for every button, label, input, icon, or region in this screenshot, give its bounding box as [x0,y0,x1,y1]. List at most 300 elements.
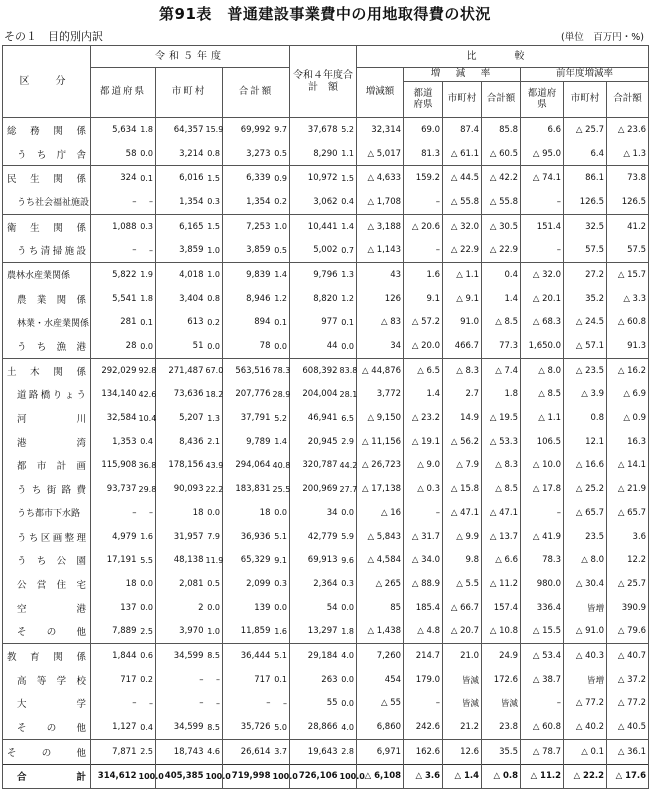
cell-pm: △ 0.1 [564,739,607,764]
cell-diff: 3,772 [357,383,404,407]
cell-r4-pct: 44.2 [340,454,357,478]
cell-diff: △ 83 [357,311,404,335]
cell-rm: 皆減 [443,668,482,692]
cell-muni: 90,093 [173,484,204,495]
cell-r4: 608,392 [290,358,340,382]
cell-pref: 58 [125,148,137,159]
cell-pm: △ 16.6 [564,454,607,478]
cell-pm: △ 77.2 [564,692,607,716]
table-row [3,358,649,382]
cell-r4: 19,643 [290,739,340,764]
cell-rp: 242.6 [404,715,443,739]
cell-pref: 5,634 [91,118,139,142]
cell-total: 36,444 [223,644,273,668]
cell-total: 3,859 [246,245,271,256]
row-label: 港湾 [3,430,91,454]
cell-pp: – [521,692,564,716]
header-change-rate: 増 減 率 [404,68,521,82]
cell-pref-pct: 0.1 [139,166,156,190]
cell-pp: △ 78.7 [521,739,564,764]
cell-r4: 29,184 [290,644,340,668]
cell-r4-pct: 27.7 [340,477,357,501]
cell-pref-pct: – [139,190,156,214]
cell-total-pct: 0.5 [273,238,290,262]
cell-total: 35,726 [240,722,271,733]
cell-rm: 466.7 [443,334,482,358]
cell-pt: △ 21.9 [607,477,649,501]
row-label: うち区画整理 [3,525,91,549]
cell-muni-pct: 100.0 [206,764,223,789]
cell-muni: 6,016 [156,166,206,190]
cell-muni-pct: 0.2 [206,311,223,335]
cell-r4-pct: 0.0 [340,334,357,358]
table-row [3,644,649,668]
cell-pt: △ 14.1 [607,454,649,478]
cell-pt: △ 65.7 [607,501,649,525]
cell-r4: 55 [326,698,338,709]
cell-rt: 157.4 [482,596,521,620]
cell-pp: △ 8.0 [521,358,564,382]
cell-muni-pct: – [206,668,223,692]
cell-rp: △ 20.0 [404,334,443,358]
cell-pref-pct: 0.3 [139,214,156,238]
cell-pp: △ 60.8 [521,715,564,739]
cell-total: 207,776 [235,389,271,400]
cell-total-pct: – [273,692,290,716]
cell-total-pct: 0.2 [273,190,290,214]
cell-total-pct: 1.4 [273,263,290,287]
cell-total: 1,354 [246,196,271,207]
row-label: 河川 [3,406,91,430]
cell-pp: 1,650.0 [521,334,564,358]
cell-rm: 9.8 [443,548,482,572]
table-row [3,214,649,238]
cell-r4: 2,364 [313,578,338,589]
cell-pm: 126.5 [564,190,607,214]
row-label: 教育関係 [3,644,91,668]
cell-diff: 43 [357,263,404,287]
cell-pp: △ 74.1 [521,166,564,190]
cell-r4-pct: 1.3 [340,263,357,287]
cell-muni: 18 [192,507,204,518]
table-row [3,764,649,789]
cell-pm: 32.5 [564,214,607,238]
cell-total: 9,789 [246,436,271,447]
cell-pp: 151.4 [521,214,564,238]
cell-pref-pct: 0.0 [139,572,156,596]
header-reiwa5: 令和５年度 [91,46,290,68]
cell-rp: 81.3 [404,142,443,166]
cell-r4: 34 [326,507,338,518]
cell-total: 183,831 [235,484,271,495]
cell-r4-pct: 0.0 [340,692,357,716]
row-label: うち街路費 [3,477,91,501]
cell-muni: 271,487 [156,358,206,382]
cell-pref: 1,127 [112,722,137,733]
cell-muni: 2 [198,602,204,613]
row-label: 農林水産業関係 [3,263,91,287]
cell-total-pct: 9.1 [273,548,290,572]
cell-rt: △ 30.5 [482,214,521,238]
cell-rp: △ 57.2 [404,311,443,335]
cell-rp: 1.6 [404,263,443,287]
cell-r4: 13,297 [307,626,338,637]
cell-pp: △ 38.7 [521,668,564,692]
cell-r4: 10,441 [290,214,340,238]
cell-pm: △ 91.0 [564,619,607,643]
cell-muni: 3,859 [179,245,204,256]
cell-pt: △ 6.9 [607,383,649,407]
cell-rp: △ 34.0 [404,548,443,572]
cell-pref: 281 [120,317,137,328]
cell-diff: 6,971 [357,739,404,764]
cell-r4: 726,106 [290,764,340,789]
cell-rt: △ 7.4 [482,358,521,382]
cell-pref: – [132,507,137,518]
cell-r4-pct: 5.9 [340,525,357,549]
cell-pref-pct: 29.8 [139,477,156,501]
cell-rm: △ 20.7 [443,619,482,643]
cell-pp: △ 53.4 [521,644,564,668]
cell-rm: △ 55.8 [443,190,482,214]
cell-total-pct: 1.2 [273,287,290,311]
cell-pp: 336.4 [521,596,564,620]
cell-pp: 78.3 [521,548,564,572]
header-rate-pref-text: 都道府県 [413,87,433,110]
cell-diff: △ 17,138 [357,477,404,501]
header-category: 区 分 [3,46,91,118]
cell-diff: △ 55 [357,692,404,716]
cell-r4-pct: 4.0 [340,715,357,739]
cell-pref: 93,737 [106,484,137,495]
table-row [3,739,649,764]
cell-pm: △ 65.7 [564,501,607,525]
cell-pt: 12.2 [607,548,649,572]
cell-rp: 1.4 [404,383,443,407]
cell-rt: △ 47.1 [482,501,521,525]
cell-muni-pct: 0.8 [206,287,223,311]
row-label: 総務関係 [3,118,91,142]
cell-pref-pct: 0.4 [139,430,156,454]
cell-total: 18 [259,507,271,518]
row-label: 大学 [3,692,91,716]
cell-pm: 23.5 [564,525,607,549]
cell-r4-pct: 0.4 [340,190,357,214]
row-label: うち漁港 [3,334,91,358]
cell-pp: △ 1.1 [521,406,564,430]
cell-rt: △ 60.5 [482,142,521,166]
cell-rm: △ 22.9 [443,238,482,262]
cell-rm: △ 66.7 [443,596,482,620]
cell-rp: – [404,692,443,716]
cell-pp: △ 32.0 [521,263,564,287]
cell-r4: 977 [321,317,338,328]
cell-diff: 7,260 [357,644,404,668]
cell-muni: 5,207 [179,413,204,424]
cell-diff: △ 26,723 [357,454,404,478]
cell-rm: △ 9.1 [443,287,482,311]
cell-total: 719,998 [223,764,273,789]
cell-pref-pct: 1.8 [139,118,156,142]
cell-pt: 57.5 [607,238,649,262]
cell-pref-pct: 2.5 [139,619,156,643]
cell-diff: △ 5,017 [357,142,404,166]
cell-r4: 8,820 [313,293,338,304]
cell-r4: 54 [326,602,338,613]
cell-r4-pct: 9.6 [340,548,357,572]
row-label: 衛生関係 [3,214,91,238]
cell-pt: △ 3.3 [607,287,649,311]
cell-total-pct: 1.0 [273,214,290,238]
row-label: その他 [3,619,91,643]
cell-pt: △ 36.1 [607,739,649,764]
cell-rm: 2.7 [443,383,482,407]
row-label: 民生関係 [3,166,91,190]
cell-total-pct: 0.5 [273,142,290,166]
cell-muni-pct: 1.5 [206,166,223,190]
cell-rp: – [404,190,443,214]
cell-muni-pct: 67.0 [206,358,223,382]
cell-diff: △ 16 [357,501,404,525]
cell-pref-pct: 1.8 [139,287,156,311]
cell-total-pct: 0.3 [273,572,290,596]
cell-pp: △ 41.9 [521,525,564,549]
land-acquisition-table [2,45,649,789]
cell-r4-pct: 2.9 [340,430,357,454]
cell-total-pct: 0.9 [273,166,290,190]
cell-r4-pct: 4.0 [340,644,357,668]
cell-rp: △ 3.6 [404,764,443,789]
cell-pp: △ 8.5 [521,383,564,407]
cell-rt: △ 11.2 [482,572,521,596]
cell-r4: 44 [326,341,338,352]
cell-r4: 37,678 [290,118,340,142]
cell-rm: 14.9 [443,406,482,430]
cell-pref: 7,889 [112,626,137,637]
cell-muni-pct: 0.5 [206,572,223,596]
cell-muni-pct: 8.5 [206,715,223,739]
cell-rt: 皆減 [482,692,521,716]
header-rate-muni: 市町村 [443,82,482,118]
cell-pm: 57.5 [564,238,607,262]
table-title: 第91表 普通建設事業費中の用地取得費の状況 [159,5,491,23]
cell-pt: △ 17.6 [607,764,649,789]
cell-pref-pct: 10.4 [139,406,156,430]
cell-r4-pct: 1.2 [340,287,357,311]
table-row [3,406,649,430]
cell-diff: △ 11,156 [357,430,404,454]
cell-muni: 8,436 [179,436,204,447]
cell-total-pct: 100.0 [273,764,290,789]
cell-pm: △ 3.9 [564,383,607,407]
cell-r4-pct: 1.5 [340,166,357,190]
row-label: 都市計画 [3,454,91,478]
cell-pm: △ 22.2 [564,764,607,789]
cell-r4-pct: 1.4 [340,214,357,238]
cell-pref: 32,584 [106,413,137,424]
cell-rp: 9.1 [404,287,443,311]
cell-r4: 263 [321,674,338,685]
cell-rp: △ 6.5 [404,358,443,382]
cell-muni-pct: 0.0 [206,334,223,358]
cell-pt: 16.3 [607,430,649,454]
cell-rp: – [404,501,443,525]
cell-rm: △ 44.5 [443,166,482,190]
cell-pm: △ 25.7 [564,118,607,142]
cell-pref-pct: 0.0 [139,334,156,358]
cell-pt: △ 23.6 [607,118,649,142]
cell-rt: 1.8 [482,383,521,407]
row-label: その他 [3,739,91,764]
cell-r4-pct: 0.7 [340,238,357,262]
cell-muni: 48,138 [173,555,204,566]
cell-total: 294,064 [235,460,271,471]
table-row [3,525,649,549]
cell-pref: – [132,245,137,256]
table-row [3,118,649,142]
cell-pref: 7,871 [91,739,139,764]
cell-pt: △ 79.6 [607,619,649,643]
cell-total: 11,859 [240,626,271,637]
cell-total-pct: 5.1 [273,525,290,549]
header-prev-pref [521,82,564,118]
cell-rp: 162.6 [404,739,443,764]
table-row [3,383,649,407]
table-row [3,454,649,478]
cell-r4: 42,779 [307,531,338,542]
cell-pt: △ 40.7 [607,644,649,668]
header-rate-total: 合計額 [482,82,521,118]
cell-rt: △ 19.5 [482,406,521,430]
cell-pref-pct: – [139,238,156,262]
cell-pp: △ 17.8 [521,477,564,501]
cell-muni: 3,970 [179,626,204,637]
cell-total: 8,946 [246,293,271,304]
cell-pt: 41.2 [607,214,649,238]
cell-muni-pct: 1.3 [206,406,223,430]
cell-diff: △ 265 [357,572,404,596]
cell-rm: △ 8.3 [443,358,482,382]
cell-pref-pct: 0.4 [139,715,156,739]
cell-pref: 17,191 [106,555,137,566]
cell-muni: 31,957 [173,531,204,542]
cell-pref: 5,822 [91,263,139,287]
cell-muni-pct: 0.8 [206,142,223,166]
cell-muni-pct: 15.9 [206,118,223,142]
cell-r4-pct: 1.1 [340,142,357,166]
cell-diff: △ 1,708 [357,190,404,214]
cell-rm: △ 47.1 [443,501,482,525]
cell-total: 3,273 [246,148,271,159]
table-row [3,263,649,287]
cell-pt: 3.6 [607,525,649,549]
row-label: うち都市下水路 [3,501,91,525]
table-body [3,118,649,789]
cell-r4: 28,866 [307,722,338,733]
cell-pt: △ 0.9 [607,406,649,430]
cell-total: 7,253 [223,214,273,238]
cell-rm: △ 1.4 [443,764,482,789]
cell-rt: △ 10.8 [482,619,521,643]
cell-pref-pct: 0.1 [139,311,156,335]
cell-muni: 4,018 [156,263,206,287]
cell-rp: △ 4.8 [404,619,443,643]
cell-pp: △ 11.2 [521,764,564,789]
cell-pm: 皆増 [564,596,607,620]
table-row [3,430,649,454]
cell-total: 65,329 [240,555,271,566]
cell-muni: 3,404 [179,293,204,304]
table-row [3,142,649,166]
cell-rp: △ 88.9 [404,572,443,596]
cell-muni: 2,081 [179,578,204,589]
cell-rm: △ 56.2 [443,430,482,454]
cell-pref-pct: 0.0 [139,142,156,166]
cell-rp: △ 0.3 [404,477,443,501]
cell-pm: 皆増 [564,668,607,692]
cell-total-pct: 78.3 [273,358,290,382]
cell-rt: 77.3 [482,334,521,358]
cell-diff: 454 [357,668,404,692]
cell-total-pct: 40.8 [273,454,290,478]
cell-pref: 5,541 [112,293,137,304]
cell-pm: 6.4 [564,142,607,166]
cell-pp: – [521,238,564,262]
row-label: 合計 [3,764,91,789]
cell-r4-pct: 5.2 [340,118,357,142]
cell-pt: △ 77.2 [607,692,649,716]
cell-pp: △ 95.0 [521,142,564,166]
cell-pref: 717 [120,674,137,685]
cell-diff: △ 6,108 [357,764,404,789]
cell-pref-pct: 5.5 [139,548,156,572]
cell-pp: △ 15.5 [521,619,564,643]
cell-r4: 3,062 [313,196,338,207]
cell-muni-pct: 7.9 [206,525,223,549]
table-row [3,477,649,501]
cell-muni: 1,354 [179,196,204,207]
cell-pref: 1,844 [91,644,139,668]
row-label: 農業関係 [3,287,91,311]
table-row [3,190,649,214]
cell-muni-pct: 11.9 [206,548,223,572]
header-prefecture: 都道府県 [91,68,156,118]
cell-total-pct: 3.7 [273,739,290,764]
cell-total: 139 [254,602,271,613]
cell-muni-pct: 1.0 [206,263,223,287]
cell-diff: △ 1,438 [357,619,404,643]
cell-pref: 4,979 [112,531,137,542]
table-row [3,596,649,620]
cell-muni-pct: 8.5 [206,644,223,668]
cell-total: 26,614 [223,739,273,764]
cell-rp: 179.0 [404,668,443,692]
cell-r4-pct: 0.0 [340,501,357,525]
cell-rt: △ 8.3 [482,454,521,478]
cell-total: – [266,698,271,709]
cell-total: 717 [254,674,271,685]
cell-pref-pct: – [139,501,156,525]
cell-diff: 85 [357,596,404,620]
cell-pref-pct: 92.8 [139,358,156,382]
cell-pm: △ 40.3 [564,644,607,668]
cell-pref-pct: 42.6 [139,383,156,407]
cell-total-pct: 5.0 [273,715,290,739]
cell-muni: 613 [187,317,204,328]
cell-r4-pct: 0.3 [340,572,357,596]
cell-pm: △ 24.5 [564,311,607,335]
cell-rm: △ 1.1 [443,263,482,287]
